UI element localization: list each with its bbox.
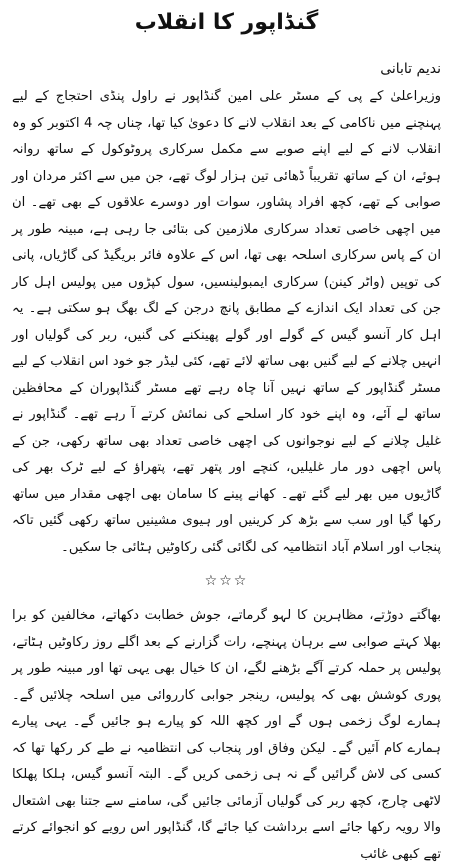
article-paragraph-2: بھاگتے دوڑتے، مظاہرین کا لہو گرماتے، جوش خطابت دکھاتے، مخالفین کو برا بھلا کہتے صوابی سے برہان پہنچے، رات گزارنے کے بعد اگلے روز رکاوٹیں ہٹاتے، پولیس پر حملہ کرتے آگے بڑھنے لگے، ان کا خیال بھی یہی تھا اور مبینہ طور پر پوری کوشش بھی کہ پولیس، رینجر جوابی کارروائی میں اسلحہ چلائیں گے۔ ہمارے لوگ زخمی ہوں گے اور کچھ اللہ کو پیارے ہو جائیں گے۔ یہی پیارے ہمارے کام آئیں گے۔ لیکن وفاق اور پنجاب کی انتظامیہ نے طے کر رکھا تھا کہ کسی کی لاش گرائیں گے نہ ہی زخمی کریں گے۔ البتہ آنسو گیس، ہلکا پھلکا لاٹھی چارج، کچھ ربر کی گولیاں آزمائی جائیں گی، سامنے سے جتنا بھی اشتعال والا رویہ رکھا جائے اسے برداشت کیا جائے گا، گنڈاپور اس رویے کو انجوائے کرتے تھے کبھی غائب [12, 608, 441, 862]
article-title: گنڈاپور کا انقلاب [134, 10, 319, 35]
article-paragraph-1: وزیراعلیٰ کے پی کے مسٹر علی امین گنڈاپور نے راول پنڈی احتجاج کے لیے پہنچنے میں ناکامی کے بعد انقلاب لانے کا دعویٰ کیا تھا، چناں چہ 4 اکتوبر کو وہ انقلاب لانے کے لیے اپنے صوبے سے مکمل سرکاری پروٹوکول کے ساتھ روانہ ہوئے، ان کے ساتھ تقریباً ڈھائی تین ہزار لوگ تھے، جن میں سے اکثر مردان اور صوابی کے تھے، کچھ افراد پشاور، سوات اور دوسرے علاقوں کے بھی تھے۔ ان میں اچھی خاصی تعداد سرکاری ملازمین کی بتائی جا رہی ہے، مبینہ طور پر ان کے پاس سرکاری اسلحہ بھی تھا، اس کے علاوہ فائر بریگیڈ کی گاڑیاں، پانی کی توپیں (واٹر کینن) سرکاری ایمبولینسیں، سول کپڑوں میں پولیس اہل کار جن کی تعداد ایک اندازے کے مطابق پانچ درجن کے لگ بھگ ہو سکتی ہے۔ یہ اہل کار آنسو گیس کے گولے اور گولے پھینکنے کی گنیں، ربر کی گولیاں اور انہیں چلانے کے لیے گنیں بھی ساتھ لائے تھے، کئی لیڈر جو خود اس انقلاب کے لیے مسٹر گنڈاپور کے ساتھ نہیں آنا چاہ رہے تھے مسٹر گنڈاپوران کے محافظین ساتھ لے آئے، وہ اپنے خود کار اسلحے کی نمائش کرتے آ رہے تھے۔ گنڈاپور نے غلیل چلانے کے لیے نوجوانوں کی اچھی خاصی تعداد بھی ساتھ رکھی، جن کے پاس اچھی دور مار غلیلیں، کنچے اور پتھر تھے، پتھراؤ کے لیے ٹرک بھر کی گاڑیوں میں بھر لیے گئے تھے۔ کھانے پینے کا سامان بھی اچھی مقدار میں ساتھ رکھا گیا اور سب سے بڑھ کر کرینیں اور ہیوی مشینیں ساتھ رکھی گئیں تاکہ پنجاب اور اسلام آباد انتظامیہ کی لگائی گئی رکاوٹیں ہٹائی جا سکیں۔ [12, 89, 441, 555]
author-name: ندیم تابانی [380, 61, 441, 77]
section-separator: ☆☆☆ [204, 573, 249, 589]
